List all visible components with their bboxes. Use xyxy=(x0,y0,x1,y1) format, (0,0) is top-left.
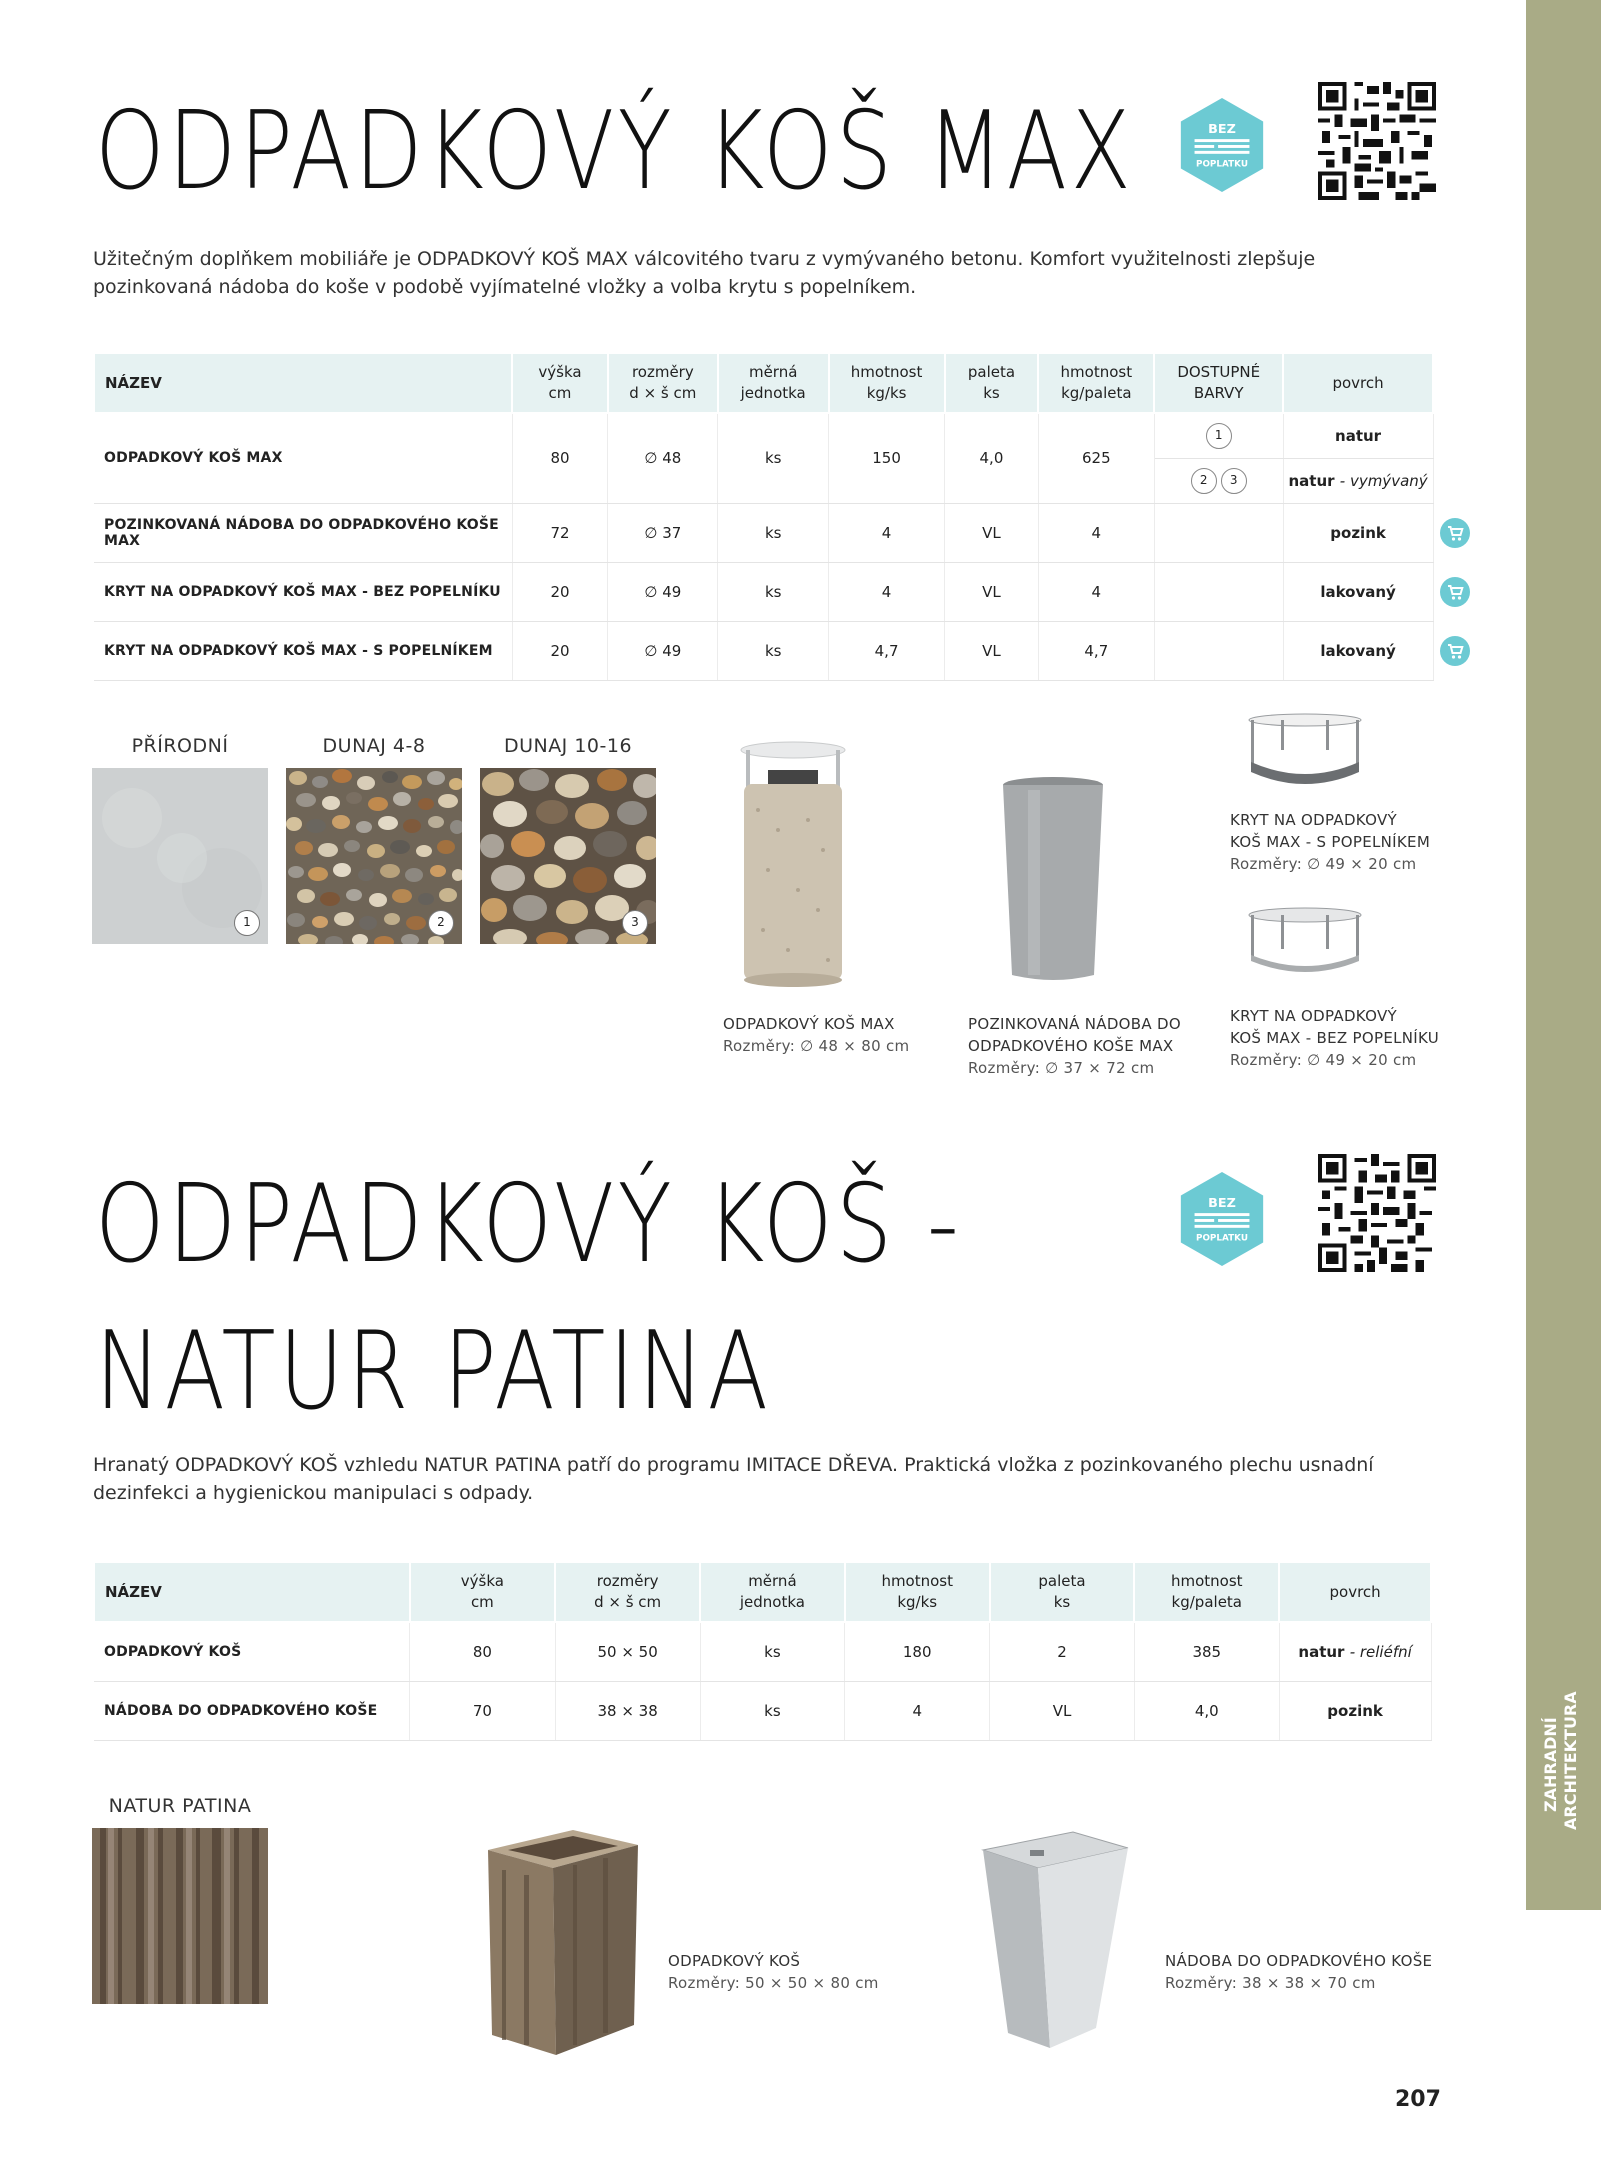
row-pallet-weight: 4 xyxy=(1038,503,1154,562)
row-weight: 4 xyxy=(845,1681,990,1740)
no-fee-badge xyxy=(1173,1170,1271,1268)
add-to-cart-button[interactable] xyxy=(1440,518,1470,548)
row-surface: pozink xyxy=(1283,503,1433,562)
section2-spec-table xyxy=(93,1563,1432,1741)
table-header-row xyxy=(94,1563,1431,1622)
table-row xyxy=(94,621,1433,680)
section2-title-line1: ODPADKOVÝ KOŠ - xyxy=(95,1162,963,1287)
row-dims: 38 × 38 xyxy=(555,1681,700,1740)
caption-title-line2: KOŠ MAX - S POPELNÍKEM xyxy=(1230,833,1431,851)
row-weight: 4 xyxy=(829,562,945,621)
square-container-illustration xyxy=(978,1828,1133,2053)
row-pallet: 4,0 xyxy=(945,413,1039,503)
badge-line2: POPLATKU xyxy=(1195,1233,1249,1244)
section2-intro: Hranatý ODPADKOVÝ KOŠ vzhledu NATUR PATINA patří do programu IMITACE DŘEVA. Praktická vložka z pozinkovaného plechu usnadní dezinfekci a hygienickou manipulaci s odpady. xyxy=(93,1454,1374,1504)
row-colors xyxy=(1154,413,1283,458)
row-colors xyxy=(1154,621,1283,680)
row-height: 80 xyxy=(410,1622,556,1681)
header-weight: hmotnost kg/ks xyxy=(829,354,945,413)
row-name: KRYT NA ODPADKOVÝ KOŠ MAX - S POPELNÍKEM xyxy=(94,621,512,680)
header-pallet: paleta ks xyxy=(945,354,1039,413)
row-name: NÁDOBA DO ODPADKOVÉHO KOŠE xyxy=(94,1681,410,1740)
row-pallet-weight: 4,7 xyxy=(1038,621,1154,680)
row-dims: ∅ 49 xyxy=(608,621,718,680)
swatch-number: 3 xyxy=(622,910,648,936)
section1-title: ODPADKOVÝ KOŠ MAX xyxy=(95,89,1135,214)
add-to-cart-button[interactable] xyxy=(1440,636,1470,666)
header-dims: rozměry d × š cm xyxy=(555,1563,700,1622)
header-pallet-weight: hmotnost kg/paleta xyxy=(1134,1563,1279,1622)
qr-code-icon xyxy=(1318,1154,1436,1272)
caption-dimensions: Rozměry: ∅ 48 × 80 cm xyxy=(723,1037,910,1055)
header-height: výška cm xyxy=(512,354,608,413)
header-height: výška cm xyxy=(410,1563,556,1622)
table-row xyxy=(94,413,1433,458)
row-height: 80 xyxy=(512,413,608,503)
row-unit: ks xyxy=(718,621,829,680)
bin-max-image xyxy=(738,740,848,990)
badge-line1: BEZ xyxy=(1208,122,1236,138)
natur-bin-image xyxy=(478,1820,648,2060)
caption-title-line2: ODPADKOVÉHO KOŠE MAX xyxy=(968,1037,1174,1055)
header-pallet: paleta ks xyxy=(990,1563,1135,1622)
row-dims: ∅ 48 xyxy=(608,413,718,503)
header-surface: povrch xyxy=(1283,354,1433,413)
caption-square-container xyxy=(1165,1950,1432,1994)
row-unit: ks xyxy=(718,562,829,621)
color-number: 2 xyxy=(1191,468,1217,494)
wood-texture-image xyxy=(92,1828,268,2004)
caption-dimensions: Rozměry: 50 × 50 × 80 cm xyxy=(668,1974,879,1992)
header-unit: měrná jednotka xyxy=(718,354,829,413)
row-dims: ∅ 49 xyxy=(608,562,718,621)
no-fee-badge-icon xyxy=(1173,96,1271,194)
caption-title-line1: POZINKOVANÁ NÁDOBA DO xyxy=(968,1015,1181,1033)
add-to-cart-button[interactable] xyxy=(1440,577,1470,607)
caption-title: NÁDOBA DO ODPADKOVÉHO KOŠE xyxy=(1165,1952,1433,1970)
swatch-label: DUNAJ 10-16 xyxy=(503,735,633,757)
row-unit: ks xyxy=(718,503,829,562)
cart-icon xyxy=(1440,518,1470,548)
swatch-label: PŘÍRODNÍ xyxy=(131,735,229,757)
header-surface: povrch xyxy=(1279,1563,1431,1622)
table-row xyxy=(94,1622,1431,1681)
row-name: ODPADKOVÝ KOŠ xyxy=(94,1622,410,1681)
row-unit: ks xyxy=(718,413,829,503)
header-name: NÁZEV xyxy=(94,1563,410,1622)
row-pallet-weight: 4,0 xyxy=(1134,1681,1279,1740)
row-surface: lakovaný xyxy=(1283,621,1433,680)
row-weight: 150 xyxy=(829,413,945,503)
cart-icon xyxy=(1440,577,1470,607)
caption-natur-bin xyxy=(668,1950,879,1994)
row-unit: ks xyxy=(700,1622,845,1681)
row-weight: 4 xyxy=(829,503,945,562)
row-colors xyxy=(1154,562,1283,621)
header-weight: hmotnost kg/ks xyxy=(845,1563,990,1622)
caption-title-line2: KOŠ MAX - BEZ POPELNÍKU xyxy=(1230,1029,1440,1047)
caption-title-line1: KRYT NA ODPADKOVÝ xyxy=(1230,811,1397,829)
table-row xyxy=(94,1681,1431,1740)
table-header-row xyxy=(94,354,1433,413)
caption-title: ODPADKOVÝ KOŠ MAX xyxy=(723,1015,895,1033)
qr-code-icon xyxy=(1318,82,1436,200)
caption-dimensions: Rozměry: 38 × 38 × 70 cm xyxy=(1165,1974,1376,1992)
cover-without-ashtray-illustration xyxy=(1245,905,1365,981)
sidebar-band xyxy=(1526,0,1601,1910)
swatch-label: NATUR PATINA xyxy=(108,1795,252,1817)
page-number: 207 xyxy=(1395,2087,1441,2112)
cover-with-ashtray-image xyxy=(1245,712,1365,788)
cover-without-ashtray-image xyxy=(1245,905,1365,981)
color-number: 1 xyxy=(1206,423,1232,449)
cover-with-ashtray-illustration xyxy=(1245,712,1365,788)
header-pallet-weight: hmotnost kg/paleta xyxy=(1038,354,1154,413)
table-row xyxy=(94,503,1433,562)
swatch-number: 2 xyxy=(428,910,454,936)
bin-max-illustration xyxy=(738,740,848,990)
row-colors xyxy=(1154,458,1283,503)
caption-dimensions: Rozměry: ∅ 49 × 20 cm xyxy=(1230,1051,1417,1069)
no-fee-badge xyxy=(1173,96,1271,194)
section2-title-line2: NATUR PATINA xyxy=(95,1309,772,1434)
swatch-label: DUNAJ 4-8 xyxy=(322,735,426,757)
row-pallet-weight: 385 xyxy=(1134,1622,1279,1681)
row-unit: ks xyxy=(700,1681,845,1740)
badge-line1: BEZ xyxy=(1208,1196,1236,1212)
section1-intro: Užitečným doplňkem mobiliáře je ODPADKOVÝ KOŠ MAX válcovitého tvaru z vymývaného betonu. Komfort využitelnosti zlepšuje pozinkovaná nádoba do koše v podobě vyjímatelné vložky a volba krytu s popelníkem. xyxy=(93,248,1316,298)
square-container-image xyxy=(978,1828,1133,2053)
caption-dimensions: Rozměry: ∅ 37 × 72 cm xyxy=(968,1059,1155,1077)
swatch-dunaj-4-8 xyxy=(286,768,462,944)
row-pallet-weight: 4 xyxy=(1038,562,1154,621)
qr-code-1[interactable] xyxy=(1318,82,1436,200)
sidebar-label xyxy=(1541,1691,1596,1830)
color-number: 3 xyxy=(1221,468,1247,494)
badge-line2: POPLATKU xyxy=(1195,159,1249,170)
galvanized-container-illustration xyxy=(998,775,1108,985)
row-surface: natur - vymývaný xyxy=(1283,458,1433,503)
row-height: 70 xyxy=(410,1681,556,1740)
qr-code-2[interactable] xyxy=(1318,1154,1436,1272)
caption-bin-max xyxy=(723,1013,909,1057)
row-dims: 50 × 50 xyxy=(555,1622,700,1681)
row-name: ODPADKOVÝ KOŠ MAX xyxy=(94,413,512,503)
row-height: 72 xyxy=(512,503,608,562)
row-pallet: 2 xyxy=(990,1622,1135,1681)
row-height: 20 xyxy=(512,562,608,621)
caption-title-line1: KRYT NA ODPADKOVÝ xyxy=(1230,1007,1397,1025)
caption-galvanized-container xyxy=(968,1013,1181,1079)
swatch-number: 1 xyxy=(234,910,260,936)
row-pallet: VL xyxy=(945,621,1039,680)
caption-cover-with-ashtray xyxy=(1230,809,1430,875)
row-weight: 180 xyxy=(845,1622,990,1681)
section1-spec-table xyxy=(93,354,1434,681)
caption-dimensions: Rozměry: ∅ 49 × 20 cm xyxy=(1230,855,1417,873)
row-name: POZINKOVANÁ NÁDOBA DO ODPADKOVÉHO KOŠE MAX xyxy=(94,503,512,562)
row-pallet: VL xyxy=(945,503,1039,562)
no-fee-badge-icon xyxy=(1173,1170,1271,1268)
sidebar-label-line2: ARCHITEKTURA xyxy=(1561,1691,1580,1830)
row-surface: lakovaný xyxy=(1283,562,1433,621)
header-colors: DOSTUPNÉ BARVY xyxy=(1154,354,1283,413)
header-unit: měrná jednotka xyxy=(700,1563,845,1622)
row-pallet: VL xyxy=(945,562,1039,621)
natur-bin-illustration xyxy=(478,1820,648,2060)
caption-title: ODPADKOVÝ KOŠ xyxy=(668,1952,801,1970)
row-weight: 4,7 xyxy=(829,621,945,680)
caption-cover-without-ashtray xyxy=(1230,1005,1439,1071)
swatch-natur-patina xyxy=(92,1828,268,2004)
row-surface: pozink xyxy=(1279,1681,1431,1740)
row-pallet: VL xyxy=(990,1681,1135,1740)
header-name: NÁZEV xyxy=(94,354,512,413)
row-colors xyxy=(1154,503,1283,562)
row-name: KRYT NA ODPADKOVÝ KOŠ MAX - BEZ POPELNÍKU xyxy=(94,562,512,621)
row-surface: natur - reliéfní xyxy=(1279,1622,1431,1681)
galvanized-container-image xyxy=(998,775,1108,985)
row-pallet-weight: 625 xyxy=(1038,413,1154,503)
swatch-natural xyxy=(92,768,268,944)
row-height: 20 xyxy=(512,621,608,680)
row-dims: ∅ 37 xyxy=(608,503,718,562)
table-row xyxy=(94,562,1433,621)
header-dims: rozměry d × š cm xyxy=(608,354,718,413)
row-surface: natur xyxy=(1283,413,1433,458)
swatch-dunaj-10-16 xyxy=(480,768,656,944)
cart-icon xyxy=(1440,636,1470,666)
sidebar-label-line1: ZAHRADNÍ xyxy=(1541,1717,1560,1813)
